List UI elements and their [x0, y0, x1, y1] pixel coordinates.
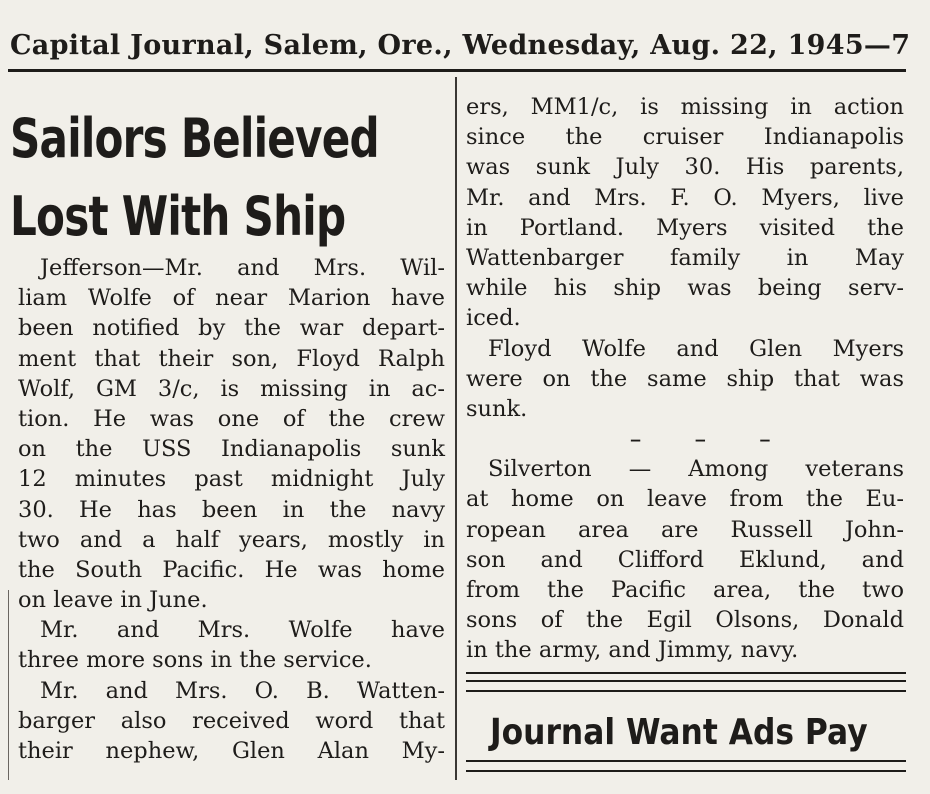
- text-line: Jefferson—Mr. and Mrs. Wil-: [40, 255, 445, 281]
- ad-rule: [466, 690, 906, 692]
- article-body-left-column: [18, 253, 445, 766]
- ad-rule: [466, 770, 906, 772]
- text-line: Mr. and Mrs. O. B. Watten-: [40, 677, 445, 704]
- text-line: Wattenbarger family in May: [466, 244, 904, 271]
- text-line: 30. He has been in the navy: [18, 496, 445, 523]
- text-line: their nephew, Glen Alan My-: [18, 738, 445, 764]
- text-line: been notified by the war depart-: [18, 315, 445, 342]
- text-line: sunk.: [466, 395, 528, 422]
- text-line: Mr. and Mrs. F. O. Myers, live: [466, 184, 904, 211]
- text-line: Silverton — Among veterans: [488, 456, 904, 483]
- text-line: were on the same ship that was: [466, 365, 904, 392]
- text-line: while his ship was being serv-: [466, 275, 904, 302]
- text-line: ropean area are Russell John-: [466, 516, 904, 543]
- column-divider: [455, 77, 457, 780]
- text-line: ers, MM1/c, is missing in action: [466, 94, 904, 120]
- ad-rule: [466, 760, 906, 762]
- text-line: at home on leave from the Eu-: [466, 486, 904, 513]
- text-line: Floyd Wolfe and Glen Myers: [488, 335, 904, 362]
- text-line: tion. He was one of the crew: [18, 405, 445, 432]
- text-line: since the cruiser Indianapolis: [466, 124, 904, 151]
- text-line: three more sons in the service.: [18, 647, 372, 674]
- text-line: 12 minutes past midnight July: [18, 466, 445, 493]
- headline-line: Lost With Ship: [10, 185, 346, 248]
- left-column-edge: [8, 590, 9, 780]
- want-ads-banner: Journal Want Ads Pay: [490, 712, 868, 753]
- text-line: liam Wolfe of near Marion have: [18, 285, 445, 312]
- text-line: sons of the Egil Olsons, Donald: [466, 607, 904, 634]
- text-line: the South Pacific. He was home: [18, 556, 445, 583]
- text-line: Mr. and Mrs. Wolfe have: [40, 617, 445, 644]
- text-line: barger also received word that: [18, 707, 445, 734]
- text-line: on leave in June.: [18, 587, 208, 614]
- text-line: two and a half years, mostly in: [18, 526, 445, 553]
- text-line: on the USS Indianapolis sunk: [18, 436, 445, 463]
- article-headline: [10, 100, 379, 256]
- ad-rule: [466, 672, 906, 674]
- text-line: in the army, and Jimmy, navy.: [466, 637, 799, 664]
- text-line: was sunk July 30. His parents,: [466, 154, 904, 181]
- text-line: from the Pacific area, the two: [466, 577, 904, 603]
- headline-line: Sailors Believed: [10, 107, 379, 170]
- masthead-dateline: Capital Journal, Salem, Ore., Wednesday, Aug. 22, 1945—7: [10, 30, 911, 61]
- ad-rule: [466, 680, 906, 682]
- text-line: Wolf, GM 3/c, is missing in ac-: [18, 375, 445, 402]
- text-line: son and Clifford Eklund, and: [466, 546, 904, 573]
- section-separator: ‒ ‒ ‒: [630, 430, 795, 449]
- text-line: ment that their son, Floyd Ralph: [18, 345, 445, 372]
- text-line: iced.: [466, 305, 521, 332]
- article-body-right-column: [466, 92, 904, 666]
- text-line: in Portland. Myers visited the: [466, 214, 904, 241]
- masthead-rule: [8, 69, 906, 72]
